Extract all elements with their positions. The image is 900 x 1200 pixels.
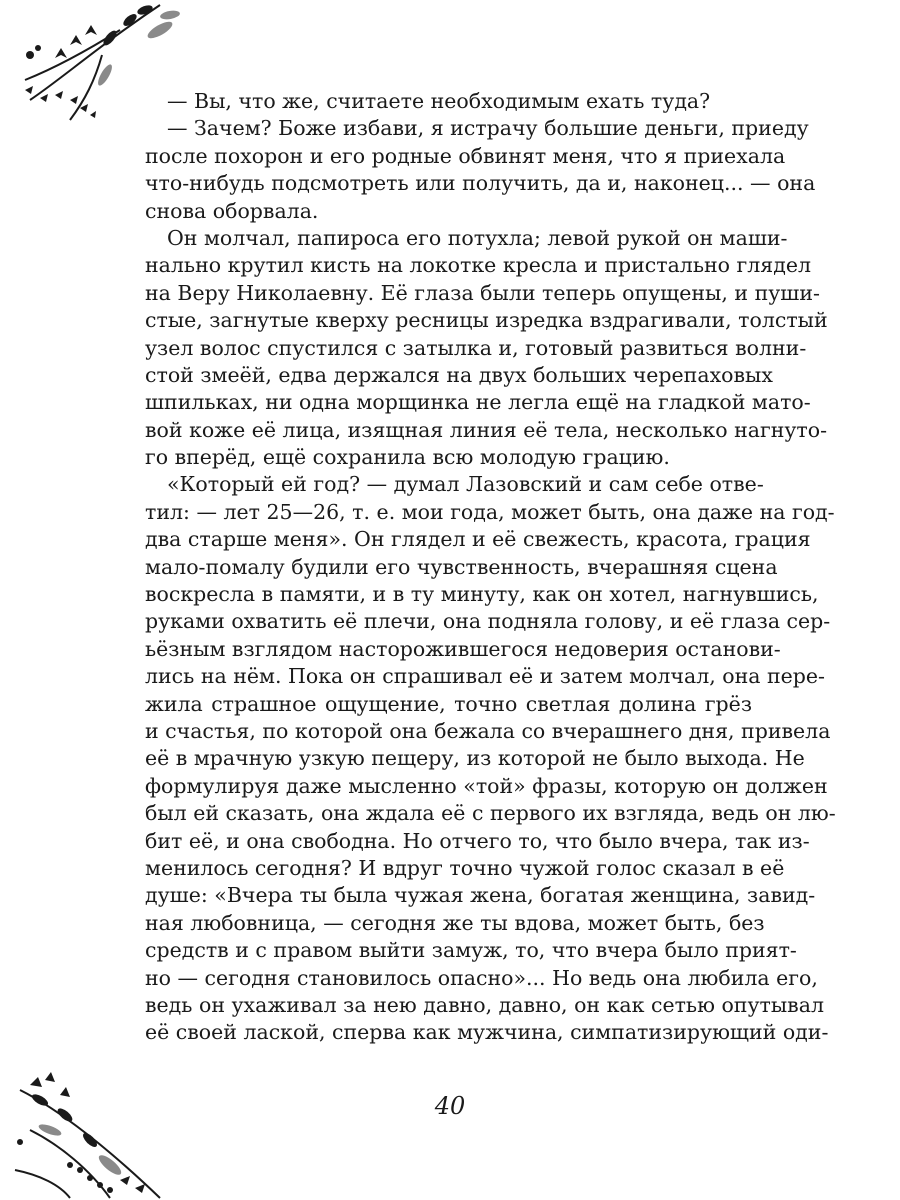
- text-line: го вперёд, ещё сохранила всю молодую грацию.: [145, 445, 670, 470]
- text-line: два старше меня». Он глядел и её свежесть, красота, грация: [145, 527, 811, 552]
- text-line: узел волос спустился с затылка и, готовый развиться волни-: [145, 335, 807, 360]
- text-line: воскресла в памяти, и в ту минуту, как он хотел, нагнувшись,: [145, 582, 819, 607]
- text-line: — Зачем? Боже избави, я истрачу большие деньги, приеду: [167, 116, 809, 141]
- text-line: шпильках, ни одна морщинка не легла ещё на гладкой мато-: [145, 390, 811, 415]
- text-line: но — сегодня становилось опасно»... Но ведь она любила его,: [145, 965, 818, 990]
- text-line: формулируя даже мысленно «той» фразы, которую он должен: [145, 773, 828, 798]
- text-line: снова оборвала.: [145, 198, 319, 223]
- text-line: бит её, и она свободна. Но отчего то, что было вчера, так из-: [145, 828, 810, 853]
- text-line: тил: — лет 25—26, т. е. мои года, может быть, она даже на год-: [145, 499, 835, 524]
- text-line: мало-помалу будили его чувственность, вчерашняя сцена: [145, 554, 778, 579]
- text-line: был ей сказать, она ждала её с первого их взгляда, ведь он лю-: [145, 801, 836, 826]
- text-line: вой коже её лица, изящная линия её тела, несколько нагнуто-: [145, 417, 828, 442]
- text-line: жила страшное ощущение, точно светлая долина грёз: [145, 691, 752, 716]
- text-line: после похорон и его родные обвинят меня, что я приехала: [145, 143, 786, 168]
- floral-ornament-bottom-icon: [10, 1070, 180, 1200]
- text-line: душе: «Вчера ты была чужая жена, богатая женщина, завид-: [145, 883, 816, 908]
- text-line: ьёзным взглядом насторожившегося недоверия останови-: [145, 636, 781, 661]
- text-line: Он молчал, папироса его потухла; левой рукой он маши-: [167, 225, 788, 250]
- text-line: — Вы, что же, считаете необходимым ехать туда?: [167, 89, 711, 113]
- text-line: стой змеёй, едва держался на двух больших черепаховых: [145, 362, 773, 387]
- text-line: руками охватить её плечи, она подняла голову, и её глаза сер-: [145, 609, 831, 634]
- text-line: стые, загнутые кверху ресницы изредка вздрагивали, толстый: [145, 308, 828, 333]
- text-line: средств и с правом выйти замуж, то, что вчера было прият-: [145, 938, 797, 963]
- text-line: и счастья, по которой она бежала со вчерашнего дня, привела: [145, 718, 831, 743]
- text-line: ная любовница, — сегодня же ты вдова, может быть, без: [145, 910, 765, 935]
- text-line: лись на нём. Пока он спрашивал её и затем молчал, она пере-: [145, 664, 825, 689]
- text-line: её в мрачную узкую пещеру, из которой не было выхода. Не: [145, 746, 805, 771]
- text-line: менилось сегодня? И вдруг точно чужой голос сказал в её: [145, 855, 785, 880]
- text-line: на Веру Николаевну. Её глаза были теперь опущены, и пуши-: [145, 280, 820, 305]
- text-line: ведь он ухаживал за нею давно, давно, он как сетью опутывал: [145, 992, 824, 1017]
- text-line: нально крутил кисть на локотке кресла и пристально глядел: [145, 253, 811, 278]
- text-line: что-нибудь подсмотреть или получить, да и, наконец... — она: [145, 171, 816, 196]
- text-line: «Который ей год? — думал Лазовский и сам себе отве-: [167, 472, 764, 497]
- page-number: 40: [434, 1092, 466, 1120]
- text-line: её своей лаской, сперва как мужчина, симпатизирующий оди-: [145, 1020, 829, 1045]
- body-text: [145, 88, 836, 1047]
